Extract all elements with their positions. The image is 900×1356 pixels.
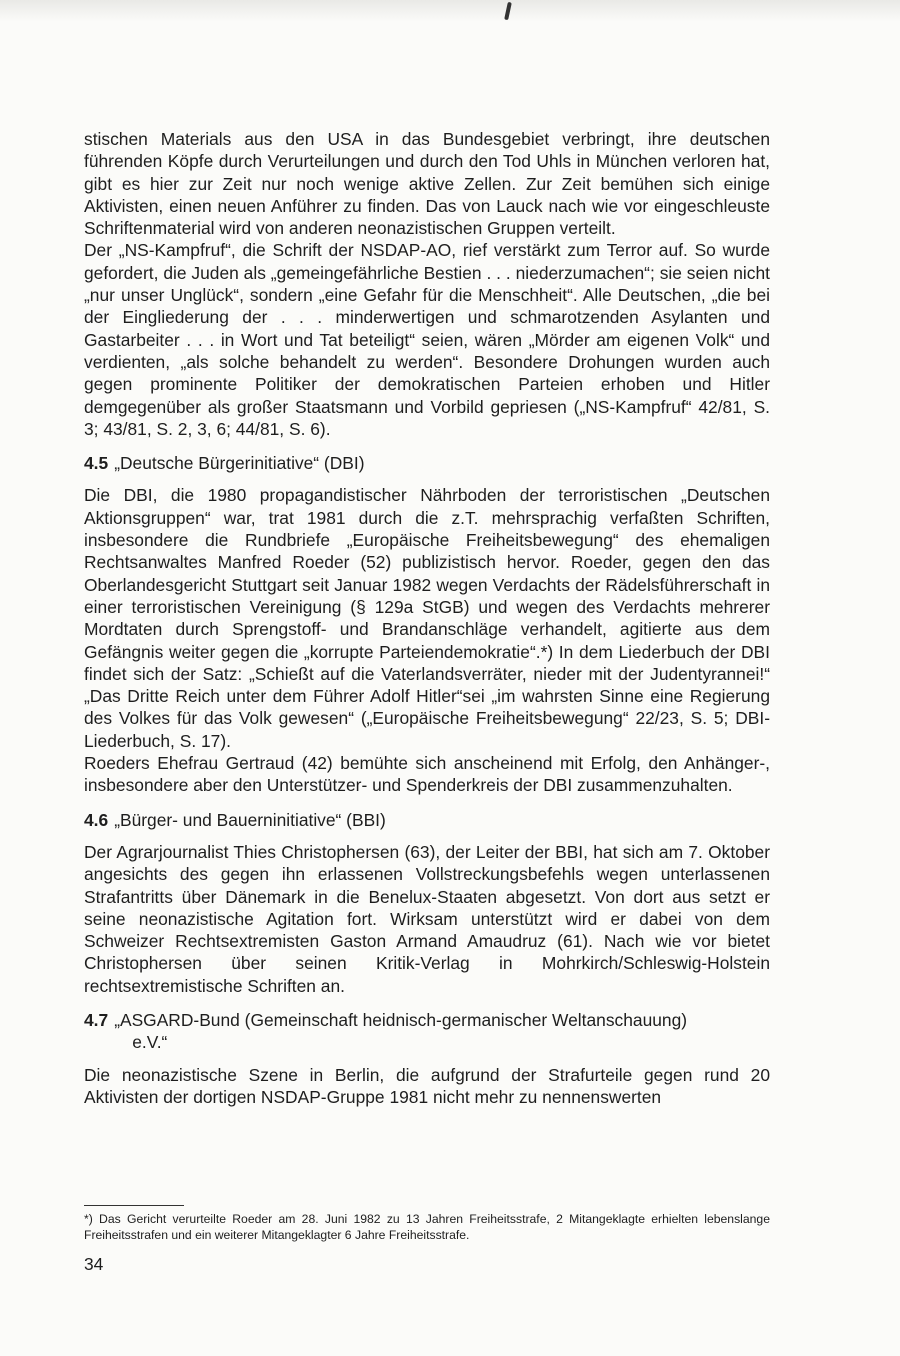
section-title: „Bürger- und Bauerninitiative“ (BBI) (114, 809, 386, 830)
section-number: 4.5 (84, 453, 109, 474)
section-title-line-2: e.V.“ (132, 1032, 168, 1053)
kampfruf-paragraph: Der „NS-Kampfruf“, die Schrift der NSDAP-AO, rief verstärkt zum Terror auf. So wurde gefordert, die Juden als „gemeingefährliche Bestien . . . niederzumachen“; sie seien nicht „nur unser Unglück“, sondern „eine Gefahr für die Menschheit“. Alle Deutschen, „die bei der Eingliederung der . . . minderwertigen und schmarotzenden Asylanten und Gastarbeiter . . . in Wort und Tat beteiligt“ seien, wären „Mörder am eigenen Volk“ und verdienten, „als solche behandelt zu werden“. Besondere Drohungen wurden auch gegen prominente Politiker der demokratischen Parteien erhoben und Hitler demgegenüber als großer Staatsmann und Vorbild gepriesen („NS-Kampfruf“ 42/81, S. 3; 43/81, S. 2, 3, 6; 44/81, S. 6). (84, 240, 770, 439)
section-heading-4-7 (84, 1009, 770, 1054)
page-number: 34 (84, 1254, 104, 1274)
section-heading-4-6 (84, 809, 770, 831)
top-fragment-paragraph: stischen Materials aus den USA in das Bundesgebiet verbringt, ihre deutschen führenden Köpfe durch Verurteilungen und durch den Tod Uhls in München verloren hat, gibt es hier zur Zeit nur noch wenige aktive Zellen. Zur Zeit bemühen sich einige Aktivisten, einen neuen Anführer zu finden. Das von Lauck nach wie vor eingeschleuste Schriftenmaterial wird von anderen neonazistischen Gruppen verteilt. (84, 129, 770, 239)
section-heading-4-5 (84, 452, 770, 474)
section-4-6-paragraph-1: Der Agrarjournalist Thies Christophersen (63), der Leiter der BBI, hat sich am 7. Oktober angesichts des gegen ihn erlassenen Vollstreckungsbefehls wegen unterlassenen Strafantritts über Dänemark in die Benelux-Staaten abgesetzt. Von dort aus setzt er seine neonazistische Agitation fort. Wirksam unterstützt wird er dabei von dem Schweizer Rechtsextremisten Gaston Armand Amaudruz (61). Nach wie vor bietet Christophersen über seinen Kritik-Verlag in Mohrkirch/Schleswig-Holstein rechtsextremistische Schriften an. (84, 841, 770, 996)
section-title-line-1: „ASGARD-Bund (Gemeinschaft heidnisch-germanischer Weltanschauung) (114, 1009, 688, 1030)
footnote-text: *) Das Gericht verurteilte Roeder am 28. Juni 1982 zu 13 Jahren Freiheitsstrafe, 2 Mitangeklagte erhielten lebenslange Freiheitsstrafen und ein weiterer Mitangeklagter 6 Jahre Freiheitsstrafe. (84, 1212, 770, 1242)
section-4-5-paragraph-2: Roeders Ehefrau Gertraud (42) bemühte sich anscheinend mit Erfolg, den Anhänger-, insbesondere aber den Unterstützer- und Spenderkreis der DBI zusammenzuhalten. (84, 753, 770, 796)
section-4-5-paragraph-1: Die DBI, die 1980 propagandistischer Nährboden der terroristischen „Deutschen Aktionsgruppen“ war, trat 1981 durch die z.T. mehrsprachig verfaßten Schriften, insbesondere die Rundbriefe „Europäische Freiheitsbewegung“ des ehemaligen Rechtsanwaltes Manfred Roeder (52) publizistisch hervor. Roeder, gegen den das Oberlandesgericht Stuttgart seit Januar 1982 wegen Verdachts der Rädelsführerschaft in einer terroristischen Vereinigung (§ 129a StGB) und wegen des Verdachts mehrerer Mordtaten durch Sprengstoff- und Brandanschläge verhandelt, agitierte aus dem Gefängnis weiter gegen die „korrupte Parteiendemokratie“.*) In dem Liederbuch der DBI findet sich der Satz: „Schießt auf die Vaterlandsverräter, nieder mit der Judentyrannei!“ „Das Dritte Reich unter dem Führer Adolf Hitler“sei „im wahrsten Sinne eine Regierung des Volkes für das Volk gewesen“ („Europäische Freiheitsbewegung“ 22/23, S. 5; DBI-Liederbuch, S. 17). (84, 485, 770, 751)
section-4-7-paragraph-1: Die neonazistische Szene in Berlin, die aufgrund der Strafurteile gegen rund 20 Aktivisten der dortigen NSDAP-Gruppe 1981 nicht mehr zu nennenswerten (84, 1064, 770, 1107)
page-body (84, 128, 770, 1108)
footnote (84, 1205, 770, 1243)
section-title: „Deutsche Bürgerinitiative“ (DBI) (114, 453, 365, 474)
section-title (114, 1009, 770, 1054)
section-number: 4.6 (84, 809, 109, 830)
section-number: 4.7 (84, 1009, 109, 1030)
scan-edge (0, 0, 900, 22)
footnote-rule (84, 1205, 184, 1206)
